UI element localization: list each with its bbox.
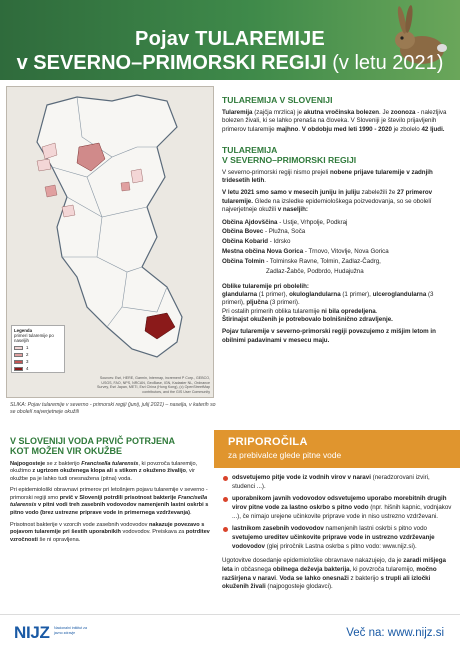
recommendation-item: [222, 525, 454, 551]
header-banner: [0, 0, 460, 80]
water-source-title-1: V SLOVENIJI VODA PRVIČ POTRJENA: [10, 436, 176, 446]
nijz-logo[interactable]: [14, 623, 87, 645]
recommendation-item: [222, 474, 454, 491]
bullet-icon: [223, 476, 228, 481]
title-line-2: [0, 52, 460, 75]
region-paragraph-4: Pojav tularemije v severno-primorski regiji povezujemo z mišjim letom in obilnimi padavinami v mesecu maju.: [222, 328, 436, 344]
map-legend: [11, 325, 65, 373]
legend-swatch: [14, 367, 23, 371]
municipality-item: Občina Ajdovščina - Ustje, Vrhpolje, Podkraj: [222, 218, 348, 226]
legend-label: 4: [26, 366, 29, 371]
footer: [0, 614, 460, 650]
section-slovenia-title: TULAREMIJA V SLOVENIJI: [222, 95, 333, 105]
title-main: TULAREMIJE: [195, 28, 325, 50]
recommendation-text: uporabnikom javnih vodovodov odsvetujemo uporabo morebitnih drugih virov pitne vode za lastno oskrbo s pitno vodo (npr. hišnih kapnic, vodnjakov ...), če nimajo urejene učinkovite priprave vode in niso ustrezno vzdrževani.: [232, 495, 452, 520]
water-source-title: [10, 436, 210, 457]
map-caption: SLIKA: Pojav tularemije v severno - primorski regiji (junij, julij 2021) – naselja, v katerih so se obolelí najverjetneje okužili: [10, 402, 216, 415]
legend-swatch: [14, 353, 23, 357]
recommendation-text: lastnikom zasebnih vodovodov namenjenih lastni oskrbi s pitno vodo svetujemo ureditev učinkovite priprave vode in ustrezno vzdrževanje vodovodov (glej priročnik Lastna oskrba s pitno vodo: www.nijz.si).: [232, 525, 435, 550]
legend-row: [14, 352, 62, 357]
municipality-item: Občina Kobarid - Idrsko: [222, 238, 291, 246]
legend-row: [14, 366, 62, 371]
title-line-1: [0, 28, 460, 51]
legend-label: 3: [26, 359, 29, 364]
recommendations-title: PRIPOROČILA: [228, 436, 308, 448]
section-region-title-2: V SEVERNO–PRIMORSKI REGIJI: [222, 154, 357, 165]
water-source-title-2: KOT MOŽEN VIR OKUŽBE: [10, 446, 122, 457]
region-paragraph-2: V letu 2021 smo samo v mesecih juniju in juliju zabeležili že 27 primerov tularemije. Glede na izsledke epidemiološkega poizvedovanja, so se obolelí najverjetneje okužili v naseljih:: [222, 189, 433, 214]
title-region: v SEVERNO–PRIMORSKI REGIJI: [16, 52, 327, 74]
title-prefix: Pojav: [135, 28, 196, 50]
bullet-icon: [223, 527, 228, 532]
recommendation-item: [222, 495, 454, 521]
section-region-title-1: TULAREMIJA: [222, 144, 278, 155]
section-region-body: [222, 169, 454, 345]
section-slovenia-text: Tularemija (zajčja mrzlica) je akutna vročinska bolezen. Je zoonoza - nalezljiva bolezen živali, ki se lahko prenaša na človeka. V Sloveniji je število prijavljenih primerov tularemije majhno. V obdobju med leti 1990 - 2020 je zbolelo 42 ljudi.: [222, 108, 447, 133]
legend-title: Legenda: [14, 328, 33, 333]
region-map: [6, 86, 214, 398]
map-credit: Sources: Esri, HERE, Garmin, Intermap, increment P Corp., GEBCO, USGS, FAO, NPS, NRCAN, GeoBase, IGN, Kadaster NL, Ordnance Survey, Esri Japan, METI, Esri China (Hong Kong), (c) OpenStreetMap contributors, and the GIS User Community: [97, 376, 210, 394]
municipality-list: [222, 219, 454, 277]
recommendations-banner: [214, 430, 460, 468]
conclusion-text: Ugotovitve dosedanje epidemiološke obravnave nakazujejo, da je zaradi mišjega leta in občasnega obilnega deževja bakterija, ki povzroča tularemijo, močno razširjena v naravi. Voda se lahko onesnaži z bakterijo s trupli ali izločki okuženih živali (najpogosteje glodavci).: [222, 557, 446, 591]
nijz-logo-mark: NIJZ: [14, 623, 50, 642]
legend-swatch: [14, 346, 23, 350]
recommendations-subtitle: za prebivalce glede pitne vode: [228, 450, 342, 460]
section-region-title: [222, 146, 454, 166]
water-source-section: [10, 436, 210, 548]
recommendations-list: [222, 474, 454, 592]
legend-swatch: [14, 360, 23, 364]
water-paragraph-1: Najpogosteje se z bakterijo Francisella tularensis, ki povzroča tularemijo, okužimo z ugrizom okuženega klopa ali s stikom z okuženo živalijo, vir okužbe pa je lahko tudi onesnažena (pitna) voda.: [10, 460, 198, 482]
bullet-icon: [223, 497, 228, 502]
legend-row: [14, 359, 62, 364]
legend-row: [14, 345, 62, 350]
website-link[interactable]: Več na: www.nijz.si: [346, 627, 444, 639]
region-paragraph-3: Oblike tularemije pri obolelih: glandularna (1 primer), okuloglandularna (1 primer), ulceroglandularna (3 primeri), pljučna (3 primeri). Pri ostalih primerih oblika tularemije ni bila opredeljena. Štirinajst okuženih je potrebovalo bolnišnično zdravljenje.: [222, 282, 434, 324]
right-column: [222, 96, 454, 349]
nijz-logo-subtitle: Nacionalni inštitut za javno zdravje: [54, 626, 87, 635]
recommendation-text: odsvetujemo pitje vode iz vodnih virov v naravi (neradzorovani izviri, studenci ...).: [232, 474, 430, 490]
water-paragraph-2: Pri epidemiološki obravnavi primerov pri letošnjem pojavu tularemije v severno - primorski regiji smo prvič v Sloveniji potrdili prisotnost bakterije Francisella tularensis v pitni vodi treh zasebnih vodovodov namenjenih lastni oskrbi s pitno vodo (brez ustrezne priprave vode in primernega vzdrževanja).: [10, 487, 209, 516]
section-slovenia-body: [222, 109, 454, 134]
title-year: (v letu 2021): [326, 52, 444, 74]
legend-label: 2: [26, 352, 29, 357]
municipality-item: Mestna občina Nova Gorica - Trnovo, Vitovlje, Nova Gorica: [222, 248, 389, 256]
water-paragraph-3: Prisotnost bakterije v vzorcih vode zasebnih vodovodov nakazuje povezavo s pojavom tularemije pri šestih uporabnikih vodovodov. Preiskava za potrditev vzročnosti še ni opravljena.: [10, 521, 210, 543]
legend-label: 1: [26, 345, 29, 350]
municipality-item: Občina Tolmin - Tolminske Ravne, Tolmin, Zadlaz-Čadrg,: [222, 257, 381, 265]
water-source-body: [10, 461, 210, 544]
municipality-item: Občina Bovec - Plužna, Soča: [222, 228, 306, 236]
region-paragraph-1: V severno-primorski regiji nismo prejeli nobene prijave tularemije v zadnjih tridesetih letih.: [222, 168, 433, 185]
legend-subtitle: primeri tularemije po naseljih: [14, 333, 54, 343]
municipality-item: Zadlaz-Žabče, Podbrdo, Hudajužna: [266, 267, 364, 275]
